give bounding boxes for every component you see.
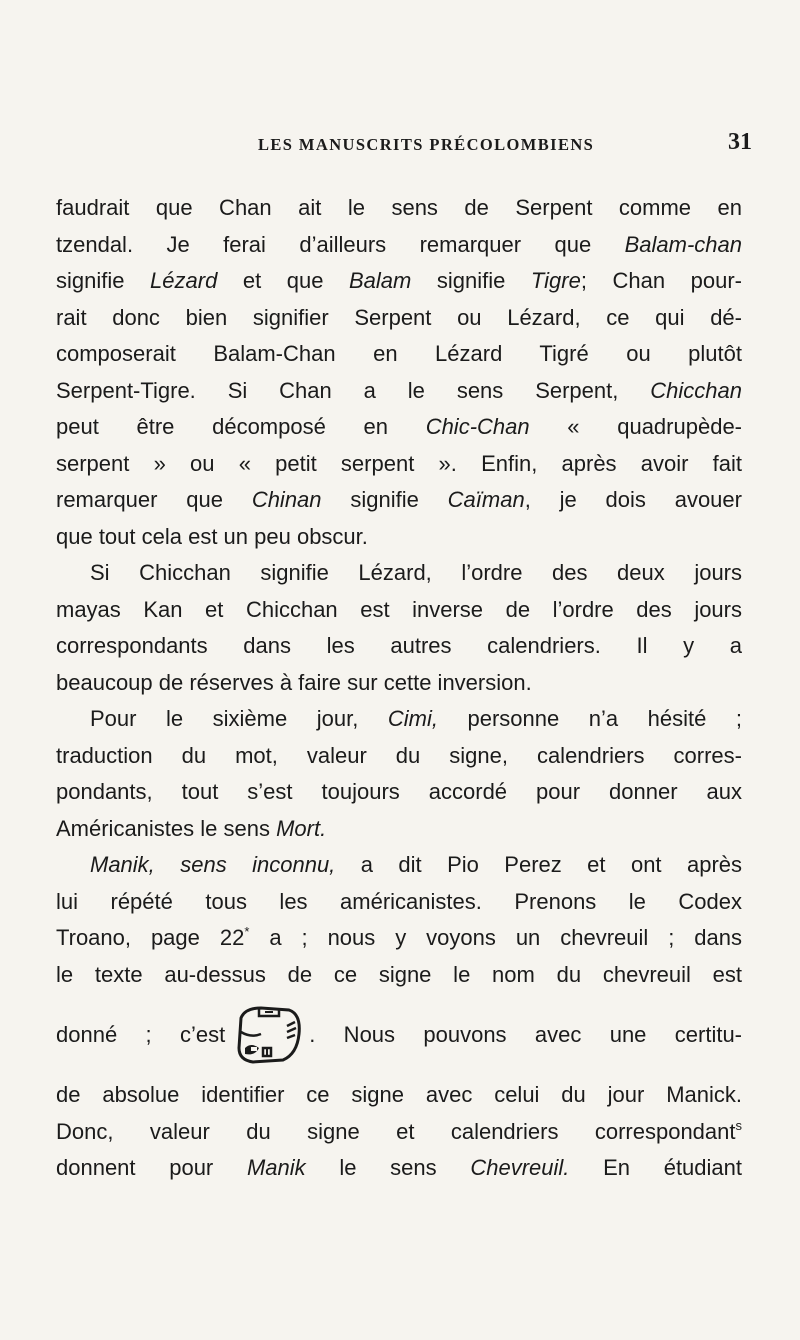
text-line: donnent pour Manik le sens Chevreuil. En étudiant xyxy=(56,1155,743,1180)
text-line: que tout cela est un peu obscur. xyxy=(56,523,368,549)
text-line: correspondants dans les autres calendriers. Il y a xyxy=(56,633,742,658)
text-line: traduction du mot, valeur du signe, calendriers corres- xyxy=(56,742,742,768)
text-line: Américanistes le sens Mort. xyxy=(56,815,327,841)
text-line: Donc, valeur du signe et calendriers correspondant$^s$ xyxy=(56,1117,742,1144)
body-text xyxy=(56,190,742,1187)
text-line: faudrait que Chan ait le sens de Serpent comme en xyxy=(56,195,742,220)
page-header xyxy=(0,125,800,165)
text-line: donné ; c’est . Nous pouvons avec une certitu- xyxy=(56,993,742,1077)
text-line: pondants, tout s’est toujours accordé pour donner aux xyxy=(56,779,742,804)
text-line: composerait Balam-Chan en Lézard Tigré ou plutôt xyxy=(56,341,742,366)
text-line: Manik, sens inconnu, a dit Pio Perez et ont après xyxy=(90,852,742,877)
text-line: remarquer que Chinan signifie Caïman, je dois avouer xyxy=(56,487,742,512)
text-line: serpent » ou « petit serpent ». Enfin, après avoir fait xyxy=(56,450,742,476)
page-number: 31 xyxy=(728,129,752,155)
text-line: tzendal. Je ferai d’ailleurs remarquer que Balam-chan xyxy=(56,231,742,257)
text-line: Troano, page 22* a ; nous y voyons un chevreuil ; dans xyxy=(56,924,742,950)
text-line: peut être décomposé en Chic-Chan « quadrupède- xyxy=(56,414,743,439)
text-line: lui répété tous les américanistes. Prenons le Codex xyxy=(56,888,742,914)
text-line: beaucoup de réserves à faire sur cette inversion. xyxy=(56,669,532,695)
text-line: signifie Lézard et que Balam signifie Tigre; Chan pour- xyxy=(56,268,743,293)
text-line: mayas Kan et Chicchan est inverse de l’ordre des jours xyxy=(56,596,742,622)
text-line: Si Chicchan signifie Lézard, l’ordre des deux jours xyxy=(90,560,742,585)
text-line: de absolue identifier ce signe avec celui du jour Manick. xyxy=(56,1082,742,1107)
text-line: rait donc bien signifier Serpent ou Lézard, ce qui dé- xyxy=(56,304,742,330)
text-line: le texte au-dessus de ce signe le nom du chevreuil est xyxy=(56,961,742,987)
text-line: Serpent-Tigre. Si Chan a le sens Serpent, Chicchan xyxy=(56,377,742,403)
running-title: LES MANUSCRITS PRÉCOLOMBIENS xyxy=(258,135,595,154)
maya-day-sign-glyph-icon xyxy=(227,1004,307,1064)
text-line: Pour le sixième jour, Cimi, personne n’a hésité ; xyxy=(90,706,742,731)
